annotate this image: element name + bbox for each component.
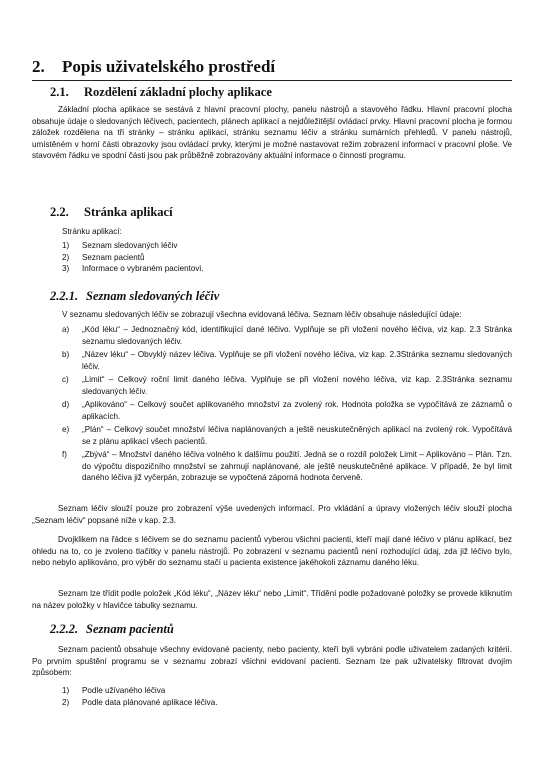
subsection-number: 2.2. [50,205,69,219]
paragraph-patient-list: Seznam pacientů obsahuje všechny evidované pacienty, nebo pacienty, kteří byli vybráni podle uživatelem zadaných kritérií. Po prvním spuštění programu se v seznamu zobrazí všichni evidovaní pacienti. Seznam lze pak uživatelsky filtrovat dvojím způsobem: [32,645,512,677]
list-item: 2) Seznam pacientů [62,252,145,262]
section-title: Popis uživatelského prostředí [62,57,276,76]
subsubsection-heading-2-2-2 [50,622,174,637]
subsection-number: 2.1. [50,85,69,99]
subsubsection-title: Seznam pacientů [86,622,174,636]
subsection-heading-2-2 [50,205,173,220]
subsubsection-title: Seznam sledovaných léčiv [86,289,220,303]
list-item: d) „Aplikováno“ – Celkový součet aplikovaného množství za zvolený rok. Hodnota položka se vypočítává ze záznamů o aplikacích. [62,400,512,421]
list-item: f) „Zbývá“ – Množství daného léčiva volného k dalšímu použití. Jedná se o rozdíl položek Limit – Aplikováno – Plán. Tzn. do výpočtu dispozičního množství se zahrnují naplánované, ale ještě neuskutečněné aplikace. V případě, že byl limit daného léčiva již vyčerpán, zobrazuje se vypočtená záporná hodnota červeně. [62,450,512,482]
paragraph-drug-list-intro: V seznamu sledovaných léčiv se zobrazují všechna evidovaná léčiva. Seznam léčiv obsahuje následující údaje: [62,310,462,319]
patient-filter-list [62,685,512,708]
list-item: 2) Podle data plánované aplikace léčiva. [62,697,218,707]
paragraph-sorting: Seznam lze třídit podle položek „Kód léku“, „Název léku“ nebo „Limit“. Třídění podle požadované položky se provede kliknutím na název položky v hlavičce tabulky seznamu. [32,589,512,610]
list-intro: Stránku aplikací: [62,227,122,236]
paragraph-base-layout: Základní plocha aplikace se sestává z hlavní pracovní plochy, panelu nástrojů a stavového řádku. Hlavní pracovní plocha obsahuje údaje o sledovaných léčivech, pacientech, plánech aplikací a nejdůležitější ovládací prvky. Hlavní pracovní plocha je formou záložek rozdělena na tři stránky – stránku aplikací, stránku seznamu léčiv a stránku sumárních přehledů. V panelu nástrojů, umístěném v horní části obrazovky jsou ovládací prvky, kterými je možné nastavovat režim zobrazení informací v pracovní ploše. Ve stavovém řádku ve spodní části jsou pak průběžně zobrazovány aktuální informace o činnosti programu. [32,105,512,160]
paragraph-double-click: Dvojklikem na řádce s léčivem se do seznamu pacientů vyberou všichni pacienti, kteří mají dané léčivo v plánu aplikací, bez ohledu na to, co je zvoleno tlačítky v panelu nástrojů. Po zobrazení v seznamu pacientů není rozhodující údaj, zda již léčivo bylo, nebo nebylo aplikováno, pro výběr do seznamu stačí u pacienta existence jakéhokoli záznamu daného léku. [32,535,512,567]
list-item: a) „Kód léku“ – Jednoznačný kód, identifikující dané léčivo. Vyplňuje se při vložení nového léčiva, viz kap. 2.3 Stránka seznamu sledovaných léčiv. [62,325,512,346]
list-item: b) „Název léku“ – Obvyklý název léčiva. Vyplňuje se při vložení nového léčiva, viz kap. 2.3Stránka seznamu sledovaných léčiv. [62,350,512,371]
section-heading [32,57,512,81]
subsection-title: Rozdělení základní plochy aplikace [84,85,272,99]
list-item: c) „Limit“ – Celkový roční limit daného léčiva. Vyplňuje se při vložení nového léčiva, viz kap. 2.3Stránka seznamu sledovaných léčiv. [62,375,512,396]
subsection-heading-2-1 [50,85,272,100]
subsubsection-number: 2.2.1. [50,289,79,303]
section-number: 2. [32,57,45,76]
subsubsection-number: 2.2.2. [50,622,79,636]
list-item: 1) Seznam sledovaných léčiv [62,241,178,250]
paragraph-drug-list-purpose: Seznam léčiv slouží pouze pro zobrazení výše uvedených informací. Pro vkládání a úpravy vložených léčiv slouží plocha „Seznam léčiv“ popsané níže v kap. 2.3. [32,504,512,525]
drug-fields-list [62,324,512,484]
list-item: 3) Informace o vybraném pacientovi. [62,264,204,273]
subsection-title: Stránka aplikací [84,205,173,219]
list-item: e) „Plán“ – Celkový součet množství léčiva naplánovaných a ještě neuskutečněných aplikací na zvolený rok. Vypočítává se z plánu aplikací všech pacientů. [62,425,512,446]
application-page-list [62,240,512,275]
subsubsection-heading-2-2-1 [50,289,219,304]
list-item: 1) Podle užívaného léčiva [62,686,166,695]
